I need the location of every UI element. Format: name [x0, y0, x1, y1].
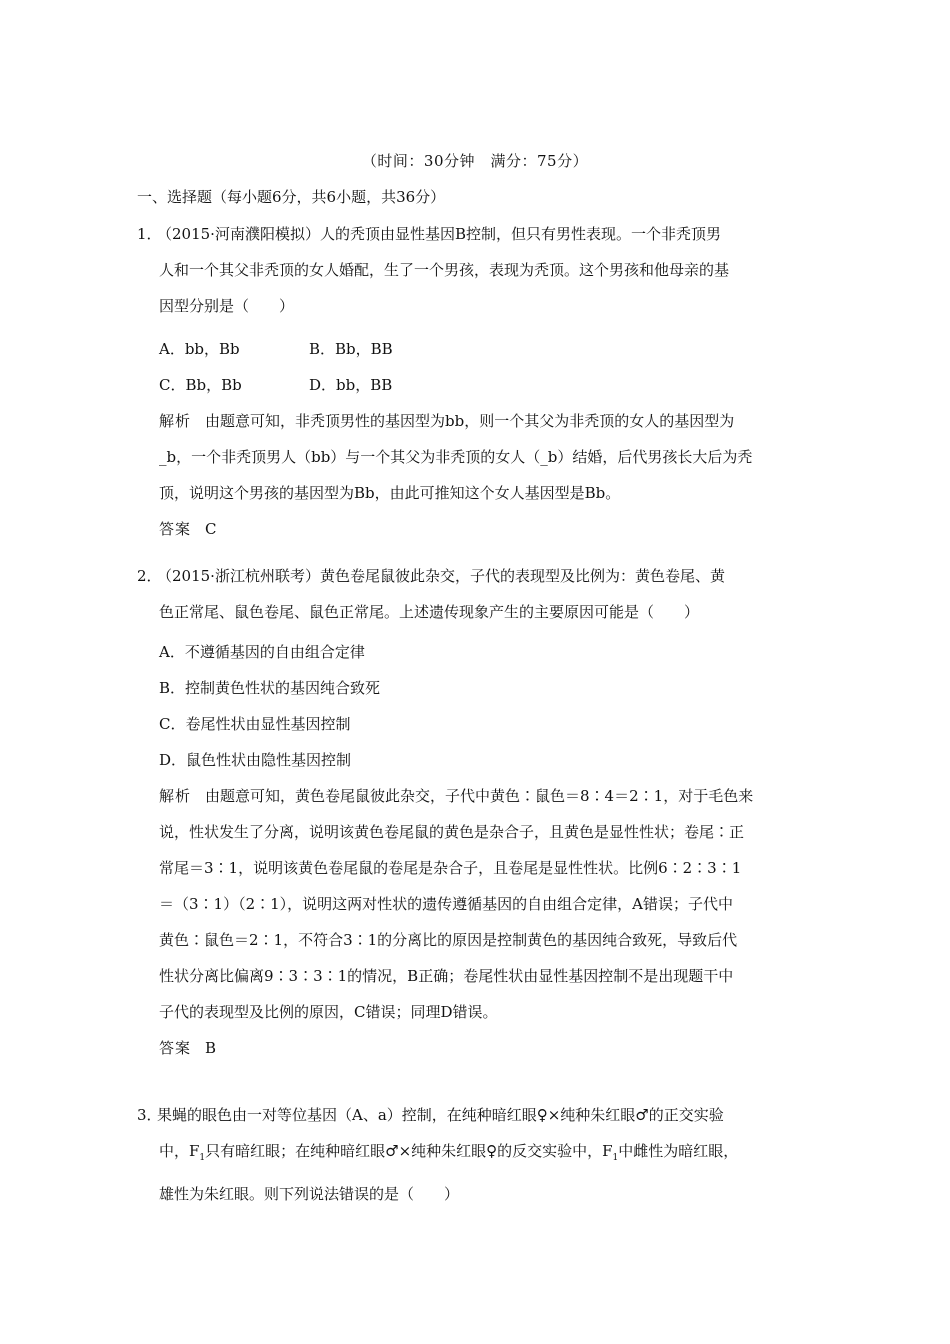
question-3: 3．果蝇的眼色由一对等位基因（A、a）控制，在纯种暗红眼♀×纯种朱红眼♂的正交实验 中，$F_1$只有暗红眼；在纯种暗红眼♂×纯种朱红眼♀的反交实验中，$F_1$中雌性为暗红眼， 雄性为朱红眼。则下列说法错误的是（ ） — [137, 1097, 827, 1212]
answer-value: C — [205, 520, 217, 538]
analysis-label: 解析 — [159, 412, 192, 430]
question-number: 3． — [137, 1106, 162, 1124]
question-number: 1． — [137, 225, 162, 243]
analysis-label: 解析 — [159, 787, 192, 805]
section-title: 一、选择题（每小题6分，共6小题，共36分） — [137, 188, 446, 206]
option-c: C．Bb，Bb — [159, 376, 242, 394]
question-2: 2．（2015·浙江杭州联考）黄色卷尾鼠彼此杂交，子代的表现型及比例为：黄色卷尾、黄 色正常尾、鼠色卷尾、鼠色正常尾。上述遗传现象产生的主要原因可能是（ ） — [137, 558, 827, 630]
option-d: D．鼠色性状由隐性基因控制 — [159, 751, 352, 769]
question-1-analysis: 解析 由题意可知，非秃顶男性的基因型为bb，则一个其父为非秃顶的女人的基因型为 _b，一个非秃顶男人（bb）与一个其父为非秃顶的女人（_b）结婚，后代男孩长大后为秃 顶，说明这个男孩的基因型为Bb，由此可推知这个女人基因型是Bb。 答案 C — [159, 403, 829, 547]
option-b: B．控制黄色性状的基因纯合致死 — [159, 679, 381, 697]
option-a: A．bb，Bb — [159, 340, 240, 358]
answer-line — [159, 1030, 829, 1066]
question-number: 2． — [137, 567, 162, 585]
time-score-header: （时间：30分钟 满分：75分） — [361, 152, 589, 170]
answer-label: 答案 — [159, 520, 192, 538]
answer-label: 答案 — [159, 1039, 192, 1057]
question-1 — [137, 216, 827, 324]
answer-value: B — [205, 1039, 217, 1057]
question-1-line: 人和一个其父非秃顶的女人婚配，生了一个男孩，表现为秃顶。这个男孩和他母亲的基 — [159, 261, 730, 279]
question-1-options — [159, 331, 829, 403]
option-d: D．bb，BB — [309, 376, 393, 394]
option-b: B．Bb，BB — [309, 340, 393, 358]
option-c: C．卷尾性状由显性基因控制 — [159, 715, 351, 733]
question-2-options — [159, 634, 829, 778]
question-1-line: 因型分别是（ ） — [159, 297, 295, 315]
question-1-line: 1．（2015·河南濮阳模拟）人的秃顶由显性基因B控制，但只有男性表现。一个非秃顶男 — [137, 216, 827, 252]
question-2-analysis: 解析 由题意可知，黄色卷尾鼠彼此杂交，子代中黄色∶鼠色＝8∶4＝2∶1，对于毛色来 说，性状发生了分离，说明该黄色卷尾鼠的黄色是杂合子，且黄色是显性性状；卷尾∶正 常尾＝3∶1，说明该黄色卷尾鼠的卷尾是杂合子，且卷尾是显性性状。比例6∶2∶3∶1 ＝（3∶1）（2∶1），说明这两对性状的遗传遵循基因的自由组合定律，A错误；子代中 黄色∶鼠色＝2∶1，不符合3∶1的分离比的原因是控制黄色的基因纯合致死，导致后代 性状分离比偏离9∶3∶3∶1的情况，B正确；卷尾性状由显性基因控制不是出现题干中 子代的表现型及比例的原因，C错误；同理D错误。 答案 B — [159, 778, 829, 1066]
option-a: A．不遵循基因的自由组合定律 — [159, 643, 365, 661]
answer-line — [159, 511, 829, 547]
